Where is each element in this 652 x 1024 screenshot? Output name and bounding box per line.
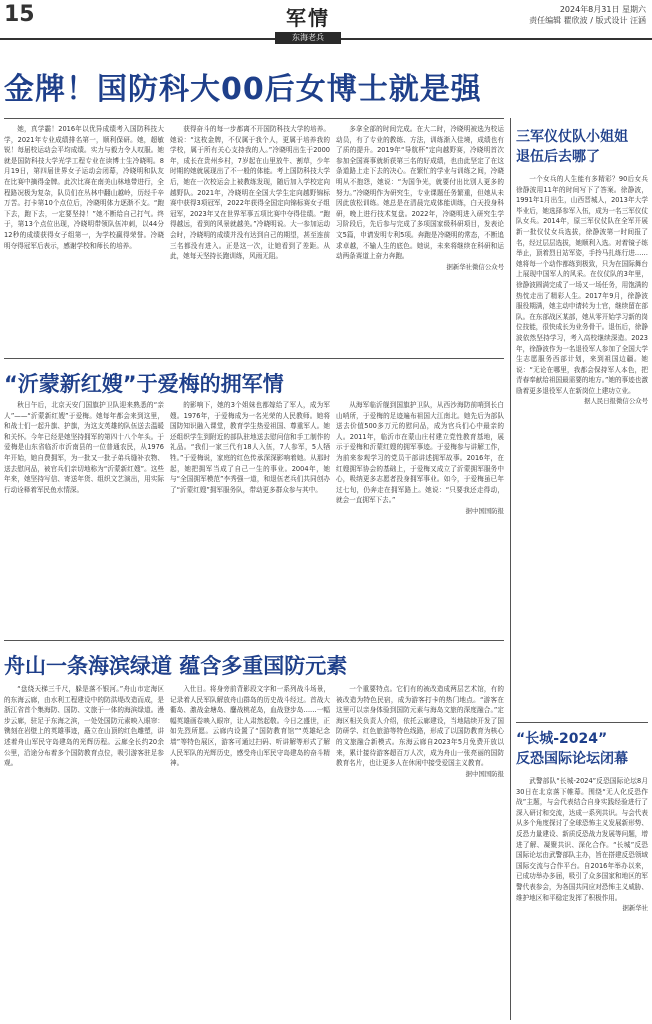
divider	[4, 118, 504, 119]
page-header	[0, 0, 652, 40]
headline-article-1: 金牌！国防科大00后女博士就是强	[4, 72, 482, 107]
article-2-column-1: 秋日午后，北京天安门国旗护卫队迎来熟悉的“亲人”——“沂蒙新红嫂”于爱梅。她每年都会来到这里，和战士们一起升旗、护旗，为这支英雄的队伍送去温暖和关怀。今年已经是她坚持拥军的第四十八个年头。于爱梅是山东省临沂市沂南县的一位普通农民，从1976年开始，她自费拥军，为一批又一批子弟兵缝补衣物、送去慰问品，被官兵们亲切地称为“沂蒙新红嫂”。这些年来，她坚持写信、寄送年货、组织文艺演出，用实际行动诠释着军民鱼水情深。	[4, 401, 164, 494]
sidebar-2-title-line-2: 反恐国际论坛闭幕	[516, 751, 628, 767]
sidebar-1-body: 一个女兵的人生能有多精彩？90后女兵徐静波用11年的时间写下了答案。徐静波，1991年1月出生，山西晋城人，2013年大学毕业后，她选择参军入伍，成为一名三军仪仗队女兵。2014年，原三军仪仗队在全军开展新一批仪仗女兵选拔，徐静波第一时间报了名，经过层层选拔，她顺利入选。对着镜子练举止，顶着烈日站军姿，手拎马扎练行进……她将每一个动作都练到极致，只为在国际舞台上展现中国军人的风采。在仪仗队的3年里，徐静波圆满完成了一场又一场任务，用饱满的热忱走出了精彩人生。2017年9月，徐静波服役期满，她主动申请转为士官，继续留在部队。在东部战区某部，她从零开始学习新的岗位技能，很快成长为业务骨干。退伍后，徐静波依然坚持学习，考入高校继续深造。2023年，徐静波作为一名退役军人参加了全国大学生志愿服务西部计划，来到祖国边疆。她说：“无论在哪里，我都会保持军人本色，把青春奉献给祖国最需要的地方。”她的事迹也激励着更多退役军人在新岗位上建功立业。 据人民日报微信公众号	[516, 175, 648, 406]
page-number: 15	[4, 2, 35, 27]
section-title: 军情	[286, 6, 330, 30]
sidebar-1-title-line-2: 退伍后去哪了	[516, 149, 600, 165]
sidebar-2-body: 武警部队“长城-2024”反恐国际论坛8月30日在北京落下帷幕。围绕“无人化反恐作战”主题，与会代表结合自身实践经验进行了深入研讨和交流，达成一系列共识。与会代表从多个角度探讨了全球恐怖主义发展新形势、反恐力量建设、新质反恐战力发展等问题，增进了解、凝聚共识、深化合作。“长城”反恐国际论坛由武警部队主办，旨在搭建反恐领域国际交流与合作平台。自2016年举办以来，已成功举办多届，吸引了众多国家和地区的军警代表参会，为各国共同应对恐怖主义威胁、维护地区和平稳定发挥了积极作用。 据新华社	[516, 777, 648, 913]
article-3-column-2: 入仕目。将身旁前背影段文字和一系列战斗场景，记录着人民军队解放舟山群岛的历史战斗经过。首战大衢岛、激战金塘岛、鏖战桃花岛，血战登步岛……一幅幅英雄画卷映入眼帘，让人肃然起敬。今日之盛世，正如先烈所愿。云廊内设置了“国防教育馆”“英雄纪念墙”等特色展区，游客可通过扫码、听讲解等形式了解人民军队的光辉历史，感受舟山军民守岛建岛的奋斗精神。	[170, 685, 330, 768]
section-header	[262, 2, 354, 44]
divider	[4, 358, 504, 359]
column-divider	[510, 118, 511, 1020]
article-3-column-1: “盘绕天梯三千尺，躲是落不银河。”舟山市定海区的东海云廊，由水利工程建设中的防洪堤改造而成，是浙江省首个集海防、国防、文旅于一体的海滨绿道。漫步云廊，驻足于东海之滨，一处处国防元素映入眼帘：镌刻在岩壁上的英雄事迹，矗立在山顶的红色雕塑，讲述着舟山军民守岛建岛的光辉历程。云廊全长约20余公里，沿途分布着多个国防教育点位，吸引游客驻足参观。	[4, 685, 164, 768]
divider	[4, 640, 504, 641]
sidebar-2-source: 据新华社	[622, 904, 648, 913]
headline-article-3: 舟山一条海滨绿道 蕴含多重国防元素	[4, 654, 348, 678]
sidebar-1-source: 据人民日报微信公众号	[584, 397, 648, 406]
editor-credits: 责任编辑 瞿欣波 / 版式设计 汪涵	[529, 16, 646, 25]
article-3-column-3: 一个重要特点。它们有的被改造成两层艺术馆，有的被改造为特色民宿，成为游客打卡的热门地点。“游客在这里可以亲身体验到国防元素与海岛文旅的深度融合。”定海区相关负责人介绍，依托云廊建设，当地陆续开发了国防研学、红色旅游等特色线路，形成了以国防教育为核心的文旅融合新模式。东海云廊自2023年5月免费开放以来，累计接待游客超百万人次，成为舟山一张亮丽的国防教育名片，也让更多人在休闲中接受爱国主义教育。 据中国国防报	[336, 685, 504, 778]
section-subtitle: 东海老兵	[275, 32, 341, 44]
article-3-source: 据中国国防报	[465, 769, 504, 778]
article-1-column-2: 获得奋斗的每一步都离不开国防科技大学的培养。她说：“这枚金牌，不仅属于我个人，更属于培养我的学校，属于所有关心支持我的人。”冷晓明出生于2000年，成长在贵州乡村，7岁起在山里放牛、割草，少年时期的她就展现出了不一般的体能。考上国防科技大学后，她在一次校运会上被教练发现，随后加入学校定向越野队。2021年，冷晓明在全国大学生定向越野锦标赛中获得3项冠军，2022年获得全国定向锦标赛女子组冠军，2023年又在世界军事五项比赛中夺得佳绩。“跑得越远，看到的风景就越美。”冷晓明说。大一参加运动会时，冷晓明的成绩并没有达到自己的期望，甚至连前三名都没有进入。正是这一次，让她看到了差距。从此，她每天坚持长跑训练，风雨无阻。	[170, 125, 330, 261]
issue-date: 2024年8月31日 星期六	[559, 5, 646, 14]
article-1-source: 据新华社微信公众号	[446, 262, 504, 271]
divider	[516, 722, 648, 723]
article-2-column-3: 从海军临沂舰到国旗护卫队，从西沙海防前哨到长白山哨所，于爱梅的足迹遍布祖国大江南北。她先后为部队送去价值500多万元的慰问品，成为官兵们心中最亲的人。2011年，临沂市在蒙山庄村建立党性教育基地，展示于爱梅和沂蒙红嫂的拥军事迹。于爱梅参与讲解工作，为前来参观学习的党员干部讲述拥军故事。2016年，在红嫂拥军协会的基础上，于爱梅又成立了沂蒙拥军服务中心，吸纳更多志愿者投身拥军事业。如今，于爱梅虽已年过七旬，仍奔走在拥军路上。她说：“只要我还走得动，就会一直拥军下去。” 据中国国防报	[336, 401, 504, 515]
article-1-column-1: 她，真学霸！2016年以优异成绩考入国防科技大学，2021年专业成绩排名第一，顺利保研。她，超敏锐！每届校运动会平均成绩。实力与毅力令人叹服。她就是国防科技大学光学工程专业在读博士生冷晓明。8月19日，第四届世界女子运动会闭幕，冷晓明和队友在比赛中摘得金牌。此次比赛在南美山林地带进行，全程路况极为复杂，队员们在丛林中翻山越岭，历经千辛万苦。打卡第10个点位后，冷晓明体力逐渐不支。“跑下去，跑下去，一定要坚持！”她不断给自己打气。终于，第13个点位出现，冷晓明带领队伍冲刺，以44分12秒的成绩获得女子组第一，为学校赢得荣誉。冷晓明夺得冠军后表示，感谢学校和师长的培养。	[4, 125, 164, 250]
article-1-column-3: 多拿全部的时间完成。在大二时，冷晓明被选为校运动员，有了专业的教练、方法，训练渐入佳境，成绩也有了质的提升。2019年“导航杯”定向越野赛，冷晓明首次参加全国赛事就斩获第三名的好成绩，也由此坚定了在这条道路上走下去的决心。在繁忙的学业与训练之间，冷晓明从不抱怨，她说：“为国争光，就要付出比别人更多的努力。”冷晓明作为研究生，专业课题任务繁重，但她从未因此放松训练。她总是在清晨完成体能训练，白天投身科研，晚上进行技术复盘。2022年，冷晓明进入研究生学习阶段后，先后参与完成了多项国家级科研项目，发表论文5篇，申请发明专利5项。奔跑是冷晓明的常态，不断追求卓越，不输人生的底色。她说，未来将继续在科研和运动两条赛道上奋力奔跑。 据新华社微信公众号	[336, 125, 504, 271]
headline-article-2: “沂蒙新红嫂”于爱梅的拥军情	[4, 372, 284, 396]
sidebar-2-title-line-1: “长城-2024”	[516, 731, 608, 747]
article-2-column-2: 的影响下，她的3个姐妹也都嫁给了军人，成为军嫂。1976年，于爱梅成为一名光荣的人民教师。她将国防知识融入课堂，教育学生热爱祖国、尊重军人。她还组织学生到附近的部队驻地送去慰问信和手工制作的礼品。“我们一家三代有18人入伍，7人参军，5人牺牲。”于爱梅说，家庭的红色传承深深影响着她。从那时起，她把拥军当成了自己一生的事业。2004年，她与“全国拥军模范”李秀强一道，和退伍老兵们共同创办了“沂蒙红嫂”拥军服务队，带动更多群众参与其中。	[170, 401, 330, 494]
sidebar-1-title-line-1: 三军仪仗队小姐姐	[516, 129, 628, 145]
issue-meta	[529, 4, 646, 26]
article-2-source: 据中国国防报	[465, 506, 504, 515]
